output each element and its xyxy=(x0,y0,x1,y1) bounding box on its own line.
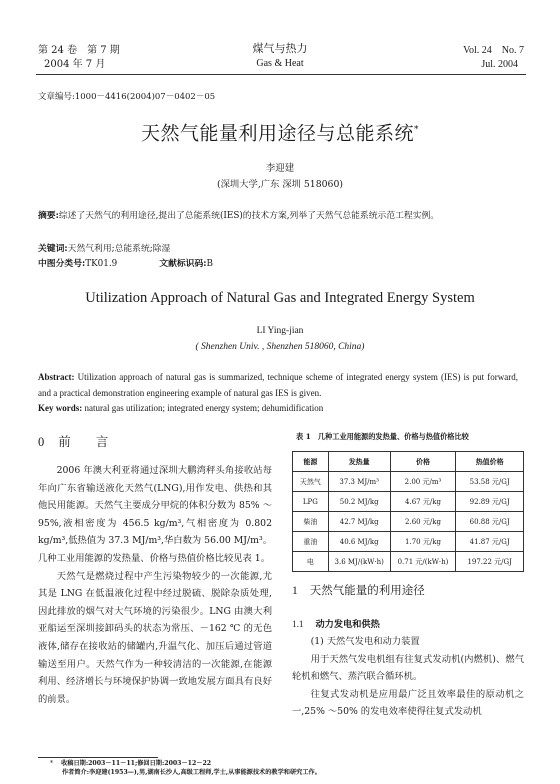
table-cell: 40.6 MJ/kg xyxy=(328,532,390,552)
table-header-cell: 发热量 xyxy=(328,452,390,472)
abstract-en xyxy=(38,370,518,401)
affiliation-cn: (深圳大学,广东 深圳 518060) xyxy=(217,179,343,190)
table-cell: 电 xyxy=(293,552,329,572)
section1-heading xyxy=(292,582,425,598)
table-cell: 41.87 元/GJ xyxy=(456,532,524,552)
table-cell: 柴油 xyxy=(293,512,329,532)
article-id: 文章编号:1000－4416(2004)07－0402－05 xyxy=(38,92,216,102)
table1 xyxy=(292,451,524,572)
paragraph: 天然气是燃烧过程中产生污染物较少的一次能源,尤其是 LNG 在低温液化过程中经过脱硫、脱除杂质处理,因此排放的烟气对大气环境的污染很少。LNG 由澳大利亚船运至深圳接卸码头的状态为常压、－162 ℃ 的无色液体,储存在接收站的储罐内,升温气化、加压后通过管道输送至用户。天然气作为一种较清洁的一次能源,在能源利用、经济增长与环境保护协调一致地发展方面具有良好的前景。 xyxy=(38,570,272,705)
title-footnote-mark: * xyxy=(414,125,419,135)
table-row xyxy=(293,532,524,552)
paragraph: (1) 天然气发电和动力装置 xyxy=(310,636,420,647)
header-volume-cn: 第 24 卷 第 7 期 xyxy=(38,45,120,56)
table-cell: LPG xyxy=(293,492,329,512)
right-column xyxy=(292,633,524,721)
section1-1-title: 动力发电和供热 xyxy=(315,619,380,630)
keywords-cn-text: 天然气利用;总能系统;除湿 xyxy=(67,244,171,254)
section0-number: 0 xyxy=(38,435,45,449)
table-cell: 92.89 元/GJ xyxy=(456,492,524,512)
table-cell: 0.71 元/(kW·h) xyxy=(390,552,456,572)
classification-cn xyxy=(38,257,213,271)
table-cell: 3.6 MJ/(kW·h) xyxy=(328,552,390,572)
table-cell: 天然气 xyxy=(293,472,329,492)
section0-heading xyxy=(38,432,108,450)
table-header-row xyxy=(293,452,524,472)
table-row xyxy=(293,492,524,512)
header-volume-en: Vol. 24 No. 7 xyxy=(463,45,524,56)
table-row xyxy=(293,472,524,492)
header-journal-en: Gas & Heat xyxy=(256,58,304,69)
footnote-mark: * xyxy=(50,760,54,767)
table-cell: 42.7 MJ/kg xyxy=(328,512,390,532)
table-cell: 60.88 元/GJ xyxy=(456,512,524,532)
title-cn xyxy=(100,118,460,145)
affiliation-en: ( Shenzhen Univ. , Shenzhen 518060, China) xyxy=(195,342,365,352)
paragraph: 用于天然气发电机组有往复式发动机(内燃机)、燃气轮机和燃气、蒸汽联合循环机。 xyxy=(292,653,524,683)
header-date-en: Jul. 2004 xyxy=(481,59,518,70)
keywords-en xyxy=(38,401,323,416)
table-cell: 50.2 MJ/kg xyxy=(328,492,390,512)
title-en: Utilization Approach of Natural Gas and Integrated Energy System xyxy=(85,290,475,306)
footnote-received: 收稿日期:2003－11－11;修回日期:2003－12－22 xyxy=(61,760,212,767)
table-header-cell: 价格 xyxy=(390,452,456,472)
footnote-line-received xyxy=(50,760,321,769)
table-cell: 4.67 元/kg xyxy=(390,492,456,512)
author-cn: 李迎建 xyxy=(265,163,295,174)
abstract-cn-label: 摘要: xyxy=(38,211,59,221)
left-column xyxy=(38,462,272,708)
footnote-rule xyxy=(38,757,158,758)
footnote-author-bio: 作者简介:李迎建(1953—),男,湖南长沙人,高级工程师,学士,从事能源技术的教学和研究工作。 xyxy=(62,768,321,776)
section1-title: 天然气能量的利用途径 xyxy=(309,583,425,597)
section1-1-number: 1.1 xyxy=(292,619,304,629)
table-cell: 2.60 元/kg xyxy=(390,512,456,532)
section1-1-heading xyxy=(292,616,380,630)
title-cn-text: 天然气能量利用途径与总能系统 xyxy=(140,122,414,145)
abstract-cn xyxy=(38,208,514,224)
paragraph: 2006 年澳大利亚将通过深圳大鹏湾秤头角接收站每年向广东省输送液化天然气(LNG),用作发电、供热和其他民用能源。天然气主要成分甲烷的体积分数为 85% ～95%,液相密度为 456.5 kg/m³,气相密度为 0.802 kg/m³,低热值为 37.3 MJ/m³,华白数为 56.00 MJ/m³。几种工业用能源的发热量、价格与热值价格比较见表 1。 xyxy=(38,465,272,564)
table-cell: 1.70 元/kg xyxy=(390,532,456,552)
section1-number: 1 xyxy=(292,585,298,597)
table-row xyxy=(293,552,524,572)
abstract-en-label: Abstract: xyxy=(38,372,75,382)
keywords-en-label: Key words: xyxy=(38,403,83,413)
keywords-cn-label: 关键词: xyxy=(38,244,68,254)
keywords-cn xyxy=(38,242,170,256)
header-journal-cn: 煤气与热力 xyxy=(252,42,308,55)
classification-value: TK01.9 xyxy=(85,259,118,269)
section0-title: 前 言 xyxy=(58,434,109,449)
table-row xyxy=(293,512,524,532)
table-cell: 37.3 MJ/m³ xyxy=(328,472,390,492)
table-header-cell: 热值价格 xyxy=(456,452,524,472)
keywords-en-text: natural gas utilization; integrated energy system; dehumidification xyxy=(82,403,324,413)
doc-code-value: B xyxy=(206,259,213,269)
table-cell: 53.58 元/GJ xyxy=(456,472,524,492)
footnote-line-author xyxy=(50,769,321,778)
table-cell: 197.22 元/GJ xyxy=(456,552,524,572)
doc-code-label: 文献标识码: xyxy=(159,259,207,269)
header-rule xyxy=(36,74,526,75)
abstract-en-text: Utilization approach of natural gas is summarized, technique scheme of integrated energy system (IES) is put forward, and a practical demonstration engineering example of natural gas IES is given. xyxy=(38,372,518,398)
table1-title: 表 1 几种工业用能源的发热量、价格与热值价格比较 xyxy=(296,432,469,441)
abstract-cn-text: 综述了天然气的利用途径,提出了总能系统(IES)的技术方案,列举了天然气总能系统示范工程实例。 xyxy=(58,211,440,221)
author-en: LI Ying-jian xyxy=(256,326,304,336)
paragraph: 往复式发动机是应用最广泛且效率最佳的原动机之一,25% ～50% 的发电效率使得往复式发动机 xyxy=(292,688,524,718)
table-header-cell: 能源 xyxy=(293,452,329,472)
footnote xyxy=(50,760,321,777)
table-cell: 重油 xyxy=(293,532,329,552)
table-cell: 2.00 元/m³ xyxy=(390,472,456,492)
classification-label: 中图分类号: xyxy=(38,259,86,269)
header-date-cn: 2004 年 7 月 xyxy=(44,59,106,70)
